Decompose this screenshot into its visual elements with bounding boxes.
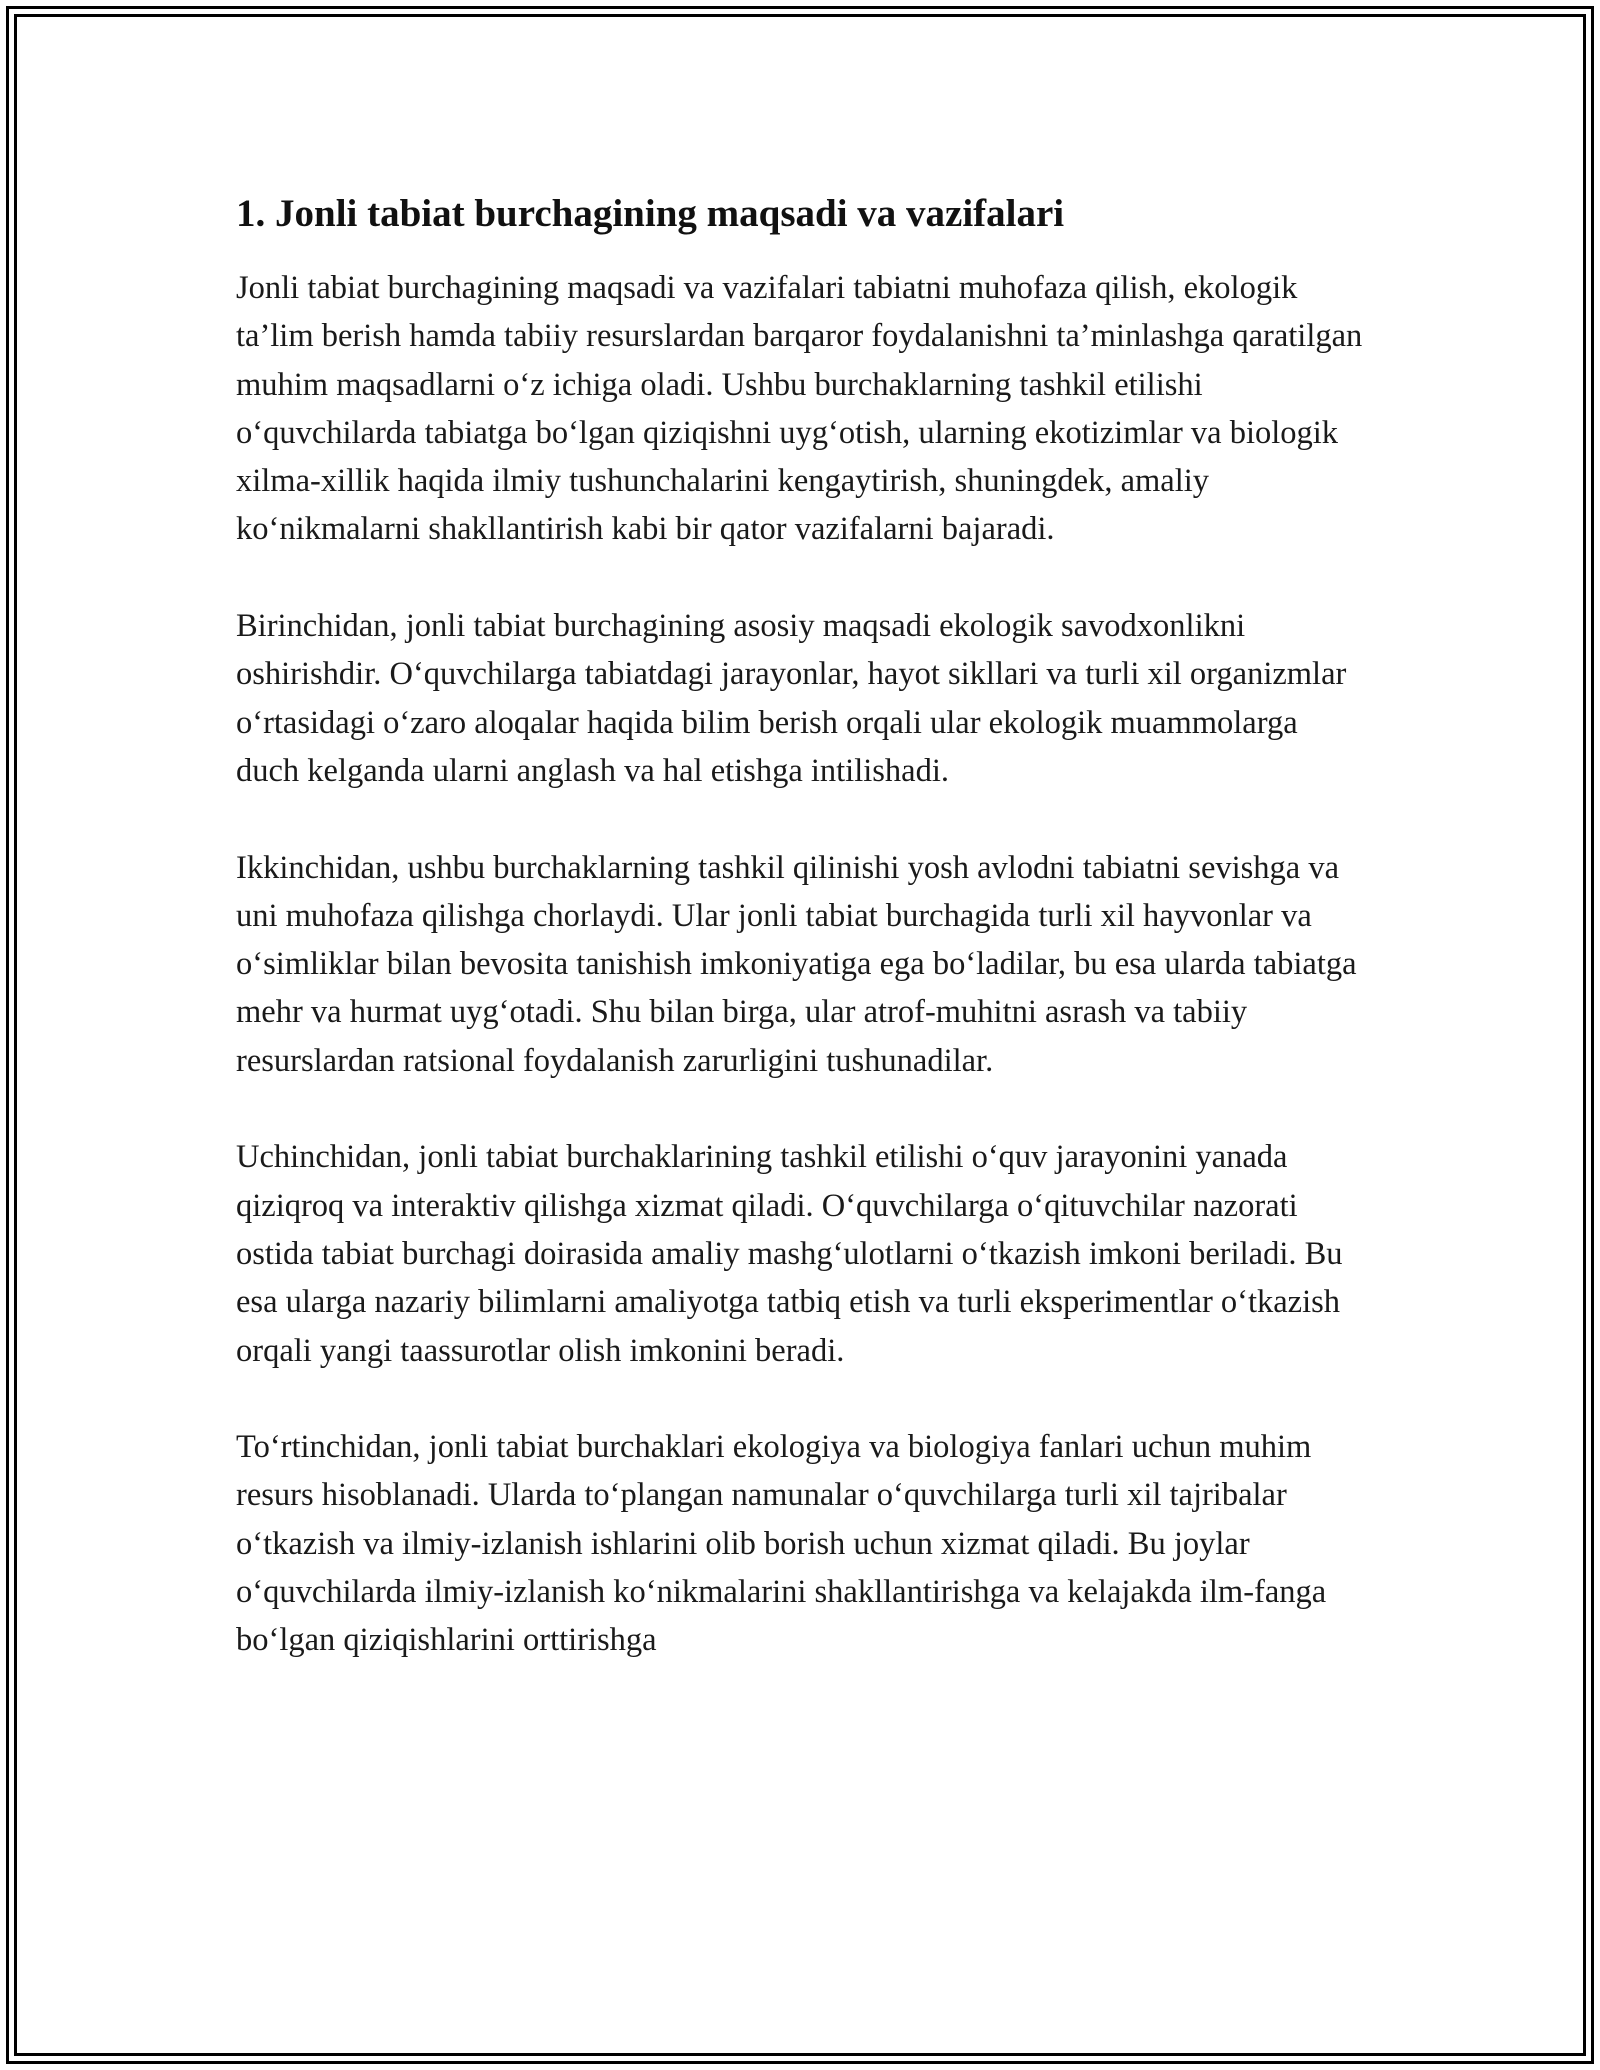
document-body — [236, 188, 1366, 1713]
paragraph-second: Ikkinchidan, ushbu burchaklarning tashkil qilinishi yosh avlodni tabiatni sevishga va uni muhofaza qilishga chorlaydi. Ular jonli tabiat burchagida turli xil hayvonlar va o‘simliklar bilan bevosita tanishish imkoniyatiga ega bo‘ladilar, bu esa ularda tabiatga mehr va hurmat uyg‘otadi. Shu bilan birga, ular atrof-muhitni asrash va tabiiy resurslardan ratsional foydalanish zarurligini tushunadilar. — [236, 849, 1357, 1079]
paragraph-third: Uchinchidan, jonli tabiat burchaklarining tashkil etilishi o‘quv jarayonini yanada qiziqroq va interaktiv qilishga xizmat qiladi. O‘quvchilarga o‘qituvchilar nazorati ostida tabiat burchagi doirasida amaliy mashg‘ulotlarni o‘tkazish imkoni beriladi. Bu esa ularga nazariy bilimlarni amaliyotga tatbiq etish va turli eksperimentlar o‘tkazish orqali yangi taassurotlar olish imkonini beradi. — [236, 1139, 1343, 1369]
paragraph-first: Birinchidan, jonli tabiat burchagining asosiy maqsadi ekologik savodxonlikni oshirishdir. O‘quvchilarga tabiatdagi jarayonlar, hayot sikllari va turli xil organizmlar o‘rtasidagi o‘zaro aloqalar haqida bilim berish orqali ular ekologik muammolarga duch kelganda ularni anglash va hal etishga intilishadi. — [236, 608, 1347, 789]
paragraph-intro: Jonli tabiat burchagining maqsadi va vazifalari tabiatni muhofaza qilish, ekologik ta’lim berish hamda tabiiy resurslardan barqaror foydalanishni ta’minlashga qaratilgan muhim maqsadlarni o‘z ichiga oladi. Ushbu burchaklarning tashkil etilishi o‘quvchilarda tabiatga bo‘lgan qiziqishni uyg‘otish, ularning ekotizimlar va biologik xilma-xillik haqida ilmiy tushunchalarini kengaytirish, shuningdek, amaliy ko‘nikmalarni shakllantirish kabi bir qator vazifalarni bajaradi. — [236, 270, 1363, 548]
section-heading: 1. Jonli tabiat burchagining maqsadi va vazifalari — [236, 192, 1065, 235]
paragraph-fourth: To‘rtinchidan, jonli tabiat burchaklari ekologiya va biologiya fanlari uchun muhim resurs hisoblanadi. Ularda to‘plangan namunalar o‘quvchilarga turli xil tajribalar o‘tkazish va ilmiy-izlanish ishlarini olib borish uchun xizmat qiladi. Bu joylar o‘quvchilarda ilmiy-izlanish ko‘nikmalarini shakllantirishga va kelajakda ilm-fanga bo‘lgan qiziqishlarini orttirishga — [236, 1429, 1327, 1659]
